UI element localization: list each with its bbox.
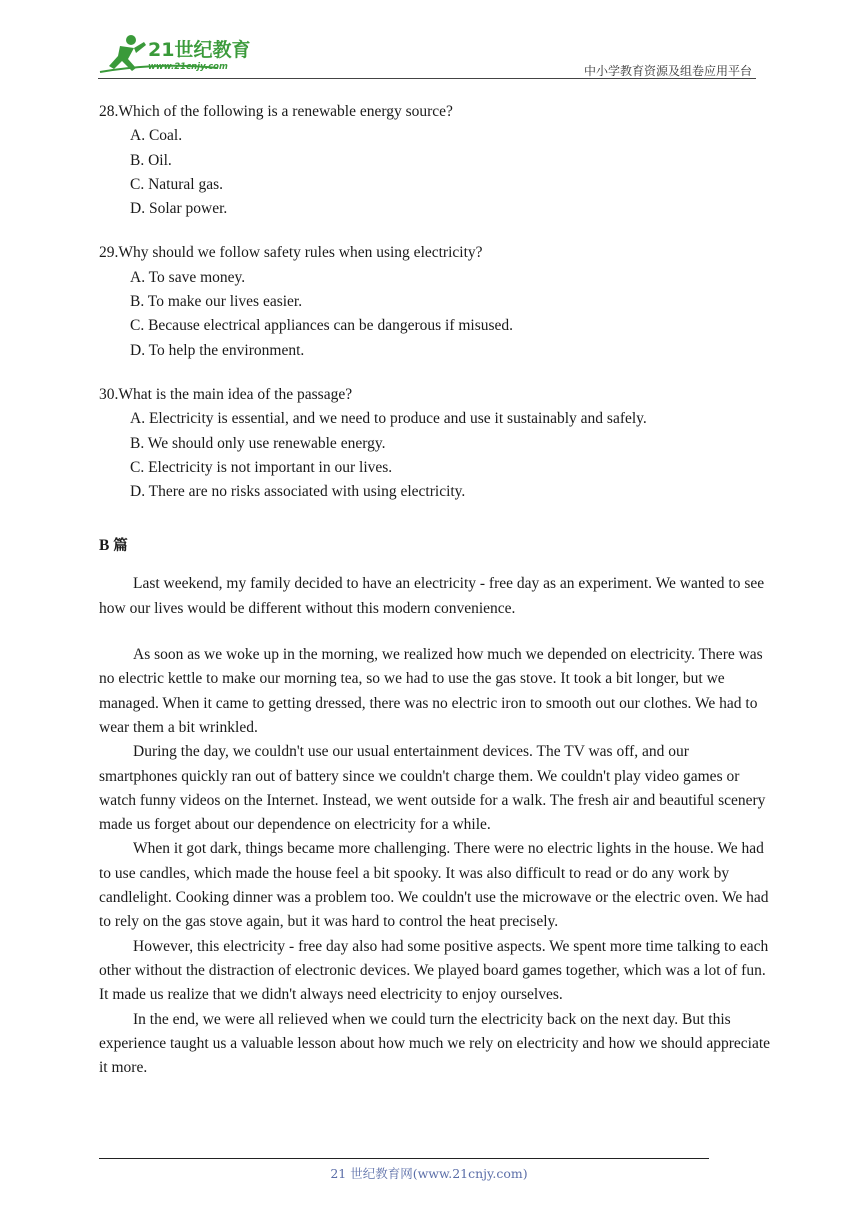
option-d: D. There are no risks associated with using electricity. [130,483,466,501]
page-header [98,32,756,78]
svg-text:www.21cnjy.com: www.21cnjy.com [148,62,228,72]
section-label: 篇 [113,538,128,555]
question-30 [99,383,771,504]
option-a: A. Coal. [130,127,183,145]
passage-paragraph-6: In the end, we were all relieved when we could turn the electricity back on the next day. But this experience taught us a valuable lesson about how much we rely on electricity and how we should appreciate it more. [99,1010,771,1077]
option-a: A. To save money. [130,268,246,286]
option-c: C. Because electrical appliances can be dangerous if misused. [130,317,514,335]
question-29 [99,241,771,362]
section-letter: B [99,537,110,555]
option-c: C. Natural gas. [130,175,223,193]
question-stem: 29.Why should we follow safety rules when using electricity? [99,244,483,262]
question-stem: 30.What is the main idea of the passage? [99,385,353,403]
section-heading [99,534,771,558]
footer-divider [99,1158,709,1159]
passage-paragraph-1: Last weekend, my family decided to have an electricity - free day as an experiment. We wanted to see how our lives would be different without this modern convenience. [99,575,765,617]
question-stem: 28.Which of the following is a renewable energy source? [99,103,453,120]
option-c: C. Electricity is not important in our lives. [130,458,393,476]
question-28 [99,100,771,221]
passage-paragraph-5: However, this electricity - free day also had some positive aspects. We spent more time talking to each other without the distraction of electronic devices. We played board games together, which was a lot of fun. It made us realize that we didn't always need electricity to enjoy ourselves. [99,937,769,1004]
passage-paragraph-2: As soon as we woke up in the morning, we realized how much we depended on electricity. There was no electric kettle to make our morning tea, so we had to use the gas stove. It took a bit longer, but we managed. When it came to getting dressed, there was no electric iron to smooth out our clothes. We had to wear them a bit wrinkled. [99,646,763,736]
option-b: B. We should only use renewable energy. [130,434,386,452]
option-b: B. Oil. [130,151,172,169]
document-body [99,100,771,1080]
option-b: B. To make our lives easier. [130,293,303,311]
footer-site-link[interactable]: 21 世纪教育网(www.21cnjy.com) [330,1166,528,1181]
svg-text:21世纪教育: 21世纪教育 [148,39,251,61]
header-platform-title: 中小学教育资源及组卷应用平台 [583,64,752,78]
option-a: A. Electricity is essential, and we need to produce and use it sustainably and safely. [130,410,647,428]
passage-paragraph-3: During the day, we couldn't use our usual entertainment devices. The TV was off, and our smartphones quickly ran out of battery since we couldn't charge them. We couldn't play video games or watch funny videos on the Internet. Instead, we went outside for a walk. The fresh air and beautiful scenery made us forget about our dependence on electricity for a while. [99,743,766,834]
header-divider [98,78,756,79]
option-d: D. Solar power. [130,200,228,218]
logo-21cnjy [98,32,268,76]
passage-paragraph-4: When it got dark, things became more challenging. There were no electric lights in the house. We had to use candles, which made the house feel a bit spooky. It was also difficult to read or do any work by candlelight. Cooking dinner was a problem too. We couldn't use the microwave or the electric oven. We had to rely on the gas stove again, but it was hard to control the heat precisely. [99,840,769,931]
option-d: D. To help the environment. [130,341,305,359]
